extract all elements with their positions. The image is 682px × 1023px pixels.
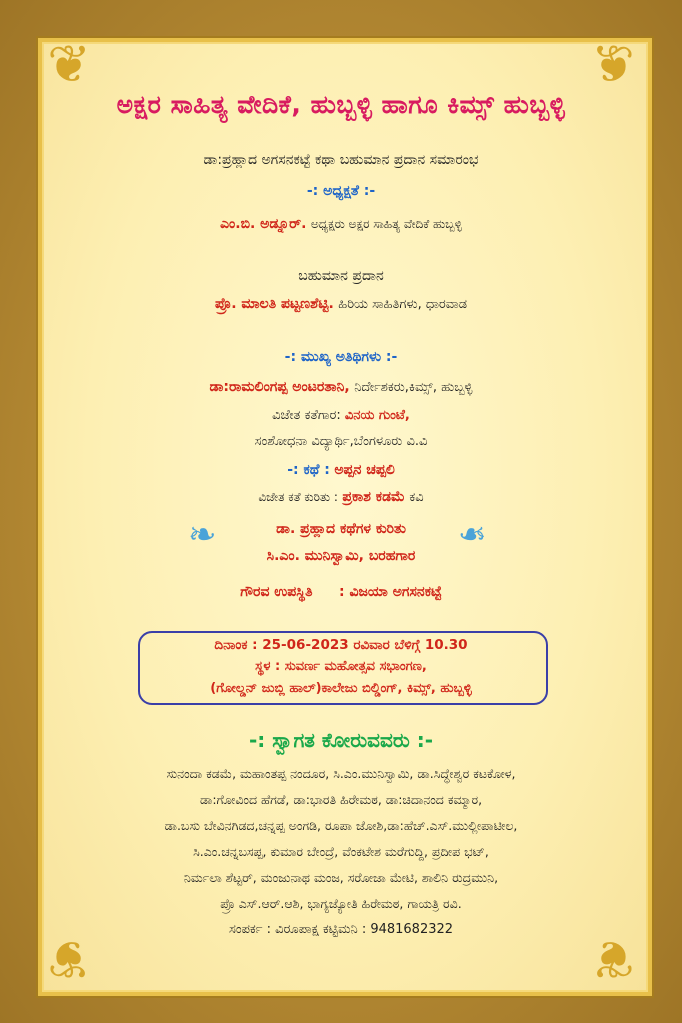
award-desc: ಹಿರಿಯ ಸಾಹಿತಿಗಳು, ಧಾರವಾಡ — [338, 297, 467, 312]
about-prahlad-line1: ಡಾ. ಪ್ರಹ್ಲಾದ ಕಥೆಗಳ ಕುರಿತು — [276, 521, 406, 537]
ornament-corner-icon: ❦ — [591, 35, 635, 95]
guest-name: ಡಾ:ರಾಮಲಿಂಗಪ್ಪ ಅಂಟರತಾನಿ, — [209, 379, 350, 395]
event-subtitle: ಡಾ:ಪ್ರಹ್ಲಾದ ಅಗಸನಕಟ್ಟೆ ಕಥಾ ಬಹುಮಾನ ಪ್ರದಾನ ಸಮಾರಂಭ — [203, 152, 479, 168]
ornament-corner-icon: ❦ — [47, 928, 91, 988]
presidency-row — [38, 216, 644, 232]
guests-heading: -: ಮುಖ್ಯ ಅತಿಥಿಗಳು :- — [284, 349, 398, 365]
event-venue-line1: ಸ್ಥಳ : ಸುವರ್ಣ ಮಹೋತ್ಸವ ಸಭಾಂಗಣ, — [255, 659, 427, 674]
welcome-heading: -: ಸ್ವಾಗತ ಕೋರುವವರು :- — [248, 728, 434, 752]
story-row — [38, 462, 644, 478]
event-venue-line2: (ಗೋಲ್ಡನ್ ಜುಬ್ಲಿ ಹಾಲ್)ಕಾಲೇಜು ಬಿಲ್ಡಿಂಗ್, ಕಿಮ್ಸ್, ಹುಬ್ಬಳ್ಳಿ — [210, 681, 472, 696]
winner-desc: ಸಂಶೋಧನಾ ವಿದ್ಯಾರ್ಥಿ,ಬೆಂಗಳೂರು ವಿ.ವಿ — [254, 434, 428, 449]
welcome-names-line: ನಿರ್ಮಲಾ ಶೆಟ್ಟರ್, ಮಂಜುನಾಥ ಮಂಜ, ಸರೋಜಾ ಮೇಟಿ, ಶಾಲಿನಿ ರುದ್ರಮುನಿ, — [183, 870, 499, 885]
welcome-names-line: ಡಾ:ಗೋವಿಂದ ಹೆಗಡೆ, ಡಾ:ಭಾರತಿ ಹಿರೇಮಠ, ಡಾ:ಚಿದಾನಂದ ಕಮ್ಮಾರ, — [199, 792, 483, 807]
guest-row — [38, 379, 644, 395]
award-name: ಪ್ರೊ. ಮಾಲತಿ ಪಟ್ಟಣಶೆಟ್ಟಿ. — [214, 296, 334, 312]
story-name: ಅಪ್ಪನ ಚಪ್ಪಲಿ — [334, 462, 395, 478]
flourish-icon: ❧ — [458, 515, 487, 555]
honor-row — [38, 584, 644, 600]
welcome-names-line: ಪ್ರೊ ಎಸ್.ಆರ್.ಆಶಿ, ಭಾಗ್ಯಜ್ಯೋತಿ ಹಿರೇಮಠ, ಗಾಯತ್ರಿ ರವಿ. — [220, 896, 462, 911]
about-story-label: ವಿಜೇತ ಕತೆ ಕುರಿತು : — [258, 490, 338, 504]
guest-desc: ನಿರ್ದೇಶಕರು,ಕಿಮ್ಸ್, ಹುಬ್ಬಳ್ಳಿ — [354, 380, 473, 395]
ornament-corner-icon: ❦ — [591, 928, 635, 988]
welcome-names-line: ಡಾ.ಬಸು ಬೇವಿನಗಿಡದ,ಚನ್ನಪ್ಪ ಅಂಗಡಿ, ರೂಪಾ ಜೋಶಿ,ಡಾ:ಹೆಚ್.ಎಸ್.ಮುಲ್ಲೀಪಾಟೀಲ, — [164, 818, 518, 833]
ornament-corner-icon: ❦ — [47, 35, 91, 95]
about-prahlad-line2: ಸಿ.ಎಂ. ಮುನಿಸ್ವಾಮಿ, ಬರಹಗಾರ — [266, 548, 416, 564]
invitation-content — [38, 38, 644, 988]
presidency-name: ಎಂ.ಬಿ. ಅಡ್ನೂರ್. — [220, 216, 307, 232]
welcome-names-line: ಸುನಂದಾ ಕಡಮೆ, ಮಹಾಂತಪ್ಪ ನಂದೂರ, ಸಿ.ಎಂ.ಮುನಿಸ್ವಾಮಿ, ಡಾ.ಸಿದ್ಧೇಶ್ವರ ಕಟಕೋಳ, — [166, 766, 516, 781]
presidency-heading: -: ಅಧ್ಯಕ್ಷತೆ :- — [306, 183, 376, 199]
about-story-suffix: ಕವಿ — [409, 490, 424, 505]
winner-row — [38, 408, 644, 423]
story-label: -: ಕಥೆ : — [287, 462, 330, 478]
winner-name: ವಿನಯ ಗುಂಟೆ, — [344, 408, 410, 423]
welcome-names-line: ಸಿ.ಎಂ.ಚನ್ನಬಸಪ್ಪ, ಕುಮಾರ ಬೇಂದ್ರೆ, ವೆಂಕಟೇಶ ಮರೆಗುದ್ದಿ, ಪ್ರದೀಪ ಭಟ್, — [193, 844, 489, 859]
about-story-name: ಪ್ರಕಾಶ ಕಡಮೆ — [342, 489, 405, 505]
award-heading: ಬಹುಮಾನ ಪ್ರದಾನ — [298, 268, 384, 284]
invitation-title: ಅಕ್ಷರ ಸಾಹಿತ್ಯ ವೇದಿಕೆ, ಹುಬ್ಬಳ್ಳಿ ಹಾಗೂ ಕಿಮ್ಸ್ ಹುಬ್ಬಳ್ಳಿ — [116, 90, 566, 119]
about-story-row — [38, 489, 644, 505]
winner-label: ವಿಜೇತ ಕತೆಗಾರ: — [272, 408, 341, 423]
flourish-icon: ❧ — [188, 515, 217, 555]
honor-name: : ವಿಜಯಾ ಅಗಸನಕಟ್ಟೆ — [338, 584, 442, 600]
award-row — [38, 296, 644, 312]
contact-line: ಸಂಪರ್ಕ : ವಿರೂಪಾಕ್ಷ ಕಟ್ಟಿಮನಿ : 9481682322 — [228, 922, 454, 937]
honor-label: ಗೌರವ ಉಪಸ್ಥಿತಿ — [240, 584, 313, 600]
presidency-desc: ಅಧ್ಯಕ್ಷರು ಅಕ್ಷರ ಸಾಹಿತ್ಯ ವೇದಿಕೆ ಹುಬ್ಬಳ್ಳಿ — [310, 217, 462, 231]
event-date: ದಿನಾಂಕ : 25-06-2023 ರವಿವಾರ ಬೆಳಿಗ್ಗೆ 10.30 — [214, 637, 468, 653]
